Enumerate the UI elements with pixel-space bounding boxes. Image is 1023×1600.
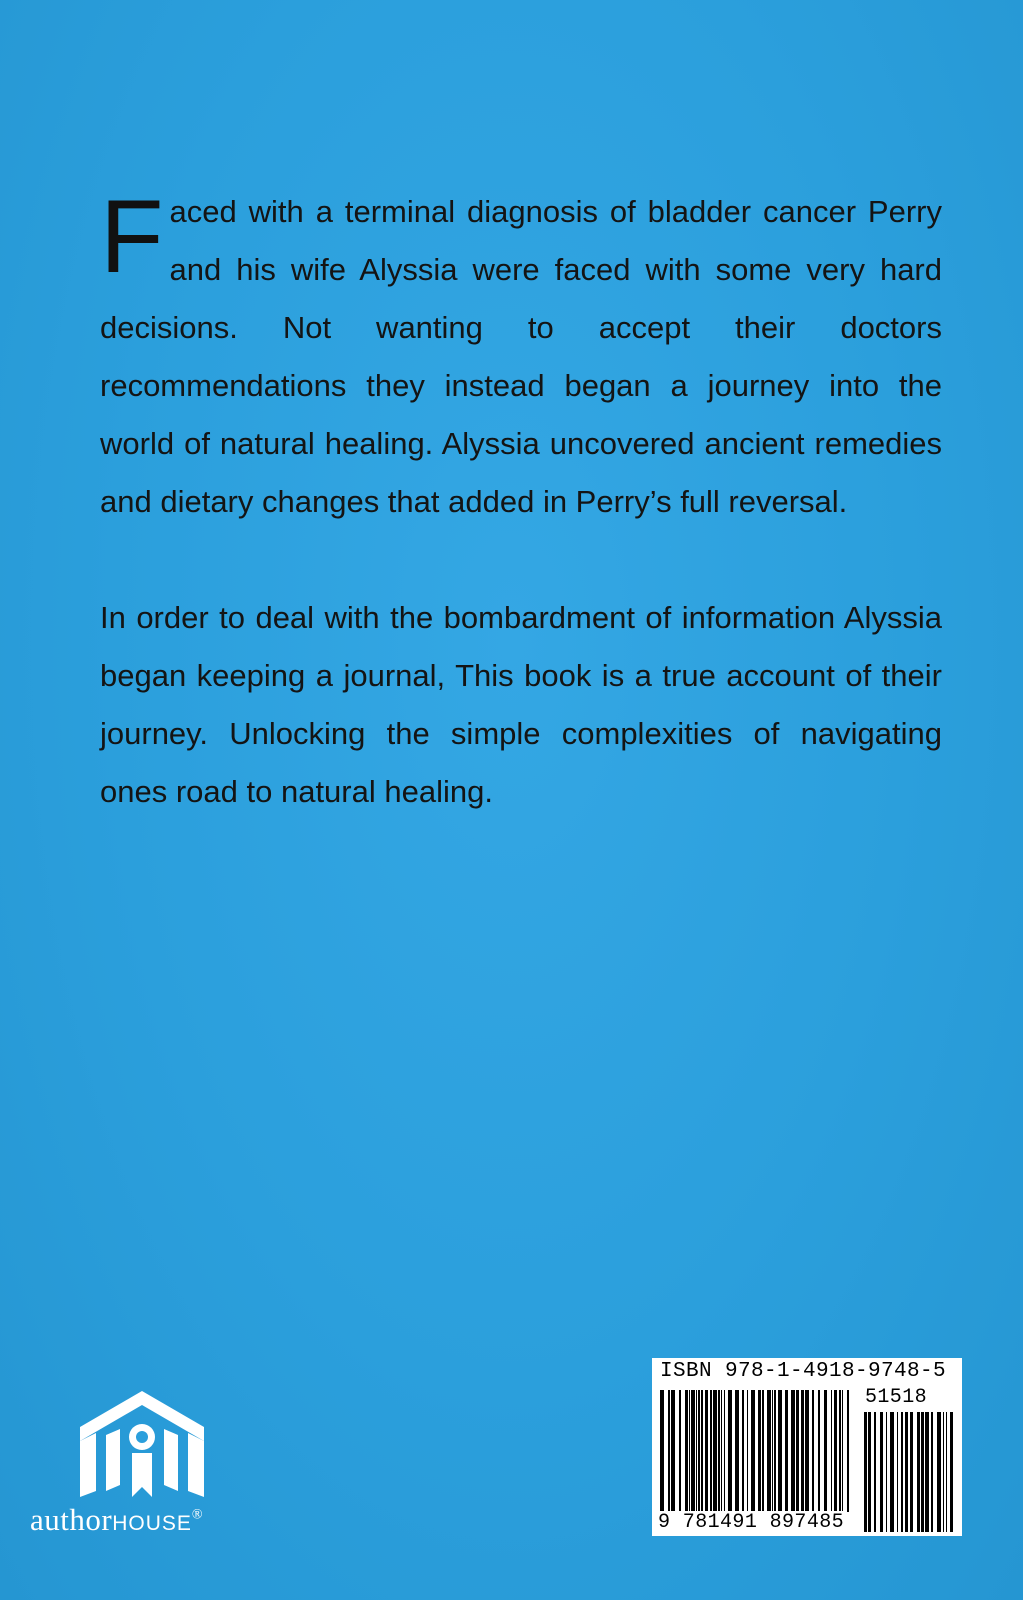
drop-cap: F (100, 179, 164, 295)
publisher-name-suffix: HOUSE (112, 1512, 192, 1535)
isbn-barcode (652, 1358, 962, 1536)
barcode-bars (652, 1358, 962, 1536)
registered-mark: ® (191, 1507, 204, 1523)
ean-digits: 9 781491 897485 (658, 1511, 845, 1534)
blurb-paragraph-2: In order to deal with the bombardment of information Alyssia began keeping a journal, This book is a true account of their journey. Unlocking the simple complexities of navigating ones road to natural healing. (100, 600, 942, 809)
price-code: 51518 (865, 1386, 928, 1409)
publisher-name-prefix: author (30, 1502, 113, 1537)
house-book-logo-icon (74, 1385, 210, 1503)
publisher-logo (30, 1385, 270, 1535)
blurb-paragraph-1-text: aced with a terminal diagnosis of bladder cancer Perry and his wife Alyssia were faced with some very hard decisions. Not wanting to accept their doctors recommendations they instead began a journey into the world of natural healing. Alyssia uncovered ancient remedies and dietary changes that added in Perry’s full reversal. (100, 194, 942, 519)
blurb-paragraph-1 (100, 179, 942, 531)
publisher-name (30, 1502, 270, 1538)
isbn-label: ISBN 978-1-4918-9748-5 (660, 1360, 947, 1383)
back-cover-blurb (100, 179, 942, 821)
